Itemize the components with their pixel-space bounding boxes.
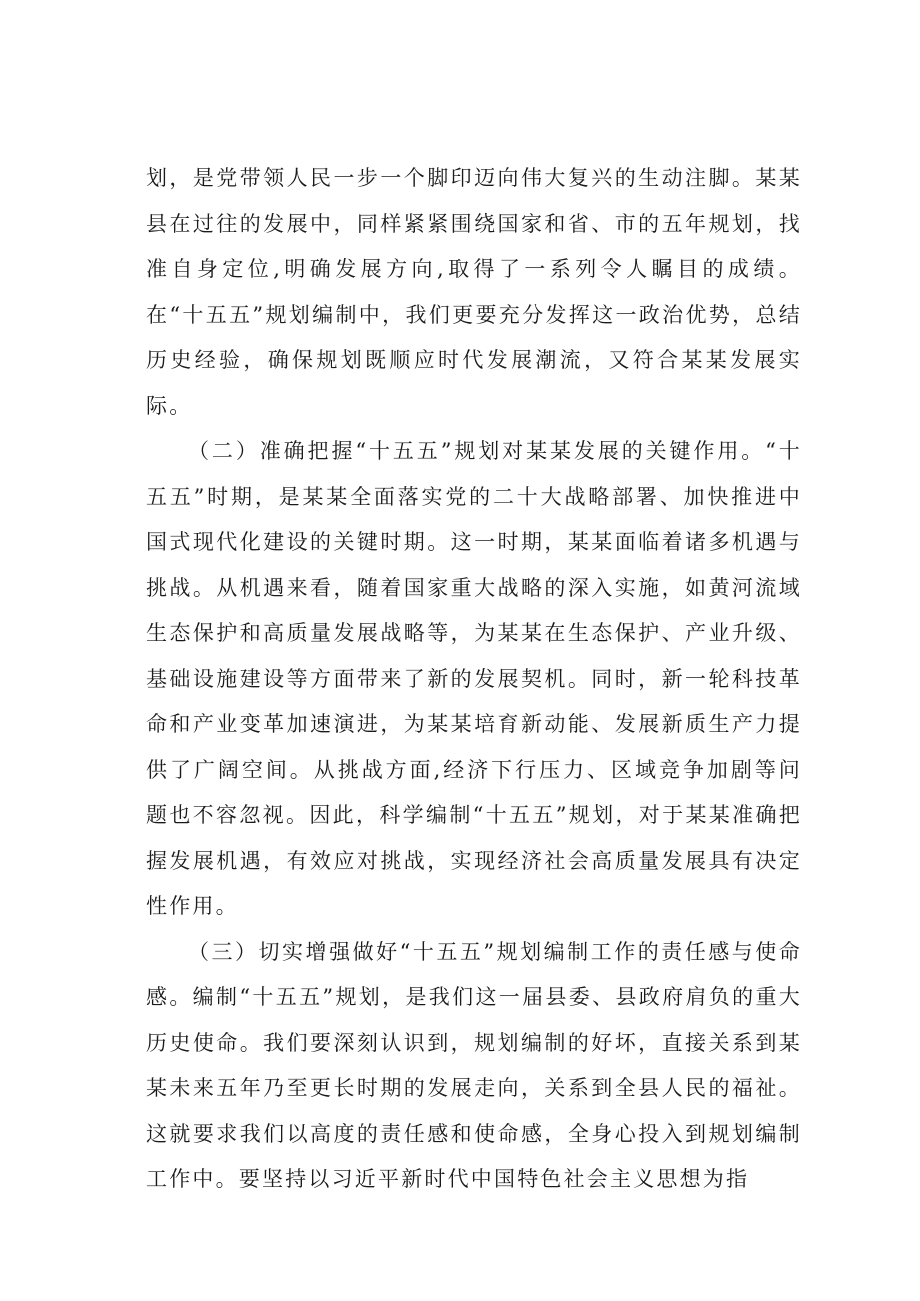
paragraph-continuation: 划，是党带领人民一步一个脚印迈向伟大复兴的生动注脚。某某县在过往的发展中，同样紧紧围绕国家和省、市的五年规划，找准自身定位,明确发展方向,取得了一系列令人瞩目的成绩。在“十五五”规划编制中，我们更要充分发挥这一政治优势，总结历史经验，确保规划既顺应时代发展潮流，又符合某某发展实际。 bbox=[146, 166, 802, 418]
document-body bbox=[146, 156, 802, 1203]
paragraph-section-two: （二）准确把握“十五五”规划对某某发展的关键作用。“十五五”时期，是某某全面落实党的二十大战略部署、加快推进中国式现代化建设的关键时期。这一时期，某某面临着诸多机遇与挑战。从机遇来看，随着国家重大战略的深入实施，如黄河流域生态保护和高质量发展战略等，为某某在生态保护、产业升级、基础设施建设等方面带来了新的发展契机。同时，新一轮科技革命和产业变革加速演进，为某某培育新动能、发展新质生产力提供了广阔空间。从挑战方面,经济下行压力、区域竞争加剧等问题也不容忽视。因此，科学编制“十五五”规划，对于某某准确把握发展机遇，有效应对挑战，实现经济社会高质量发展具有决定性作用。 bbox=[146, 439, 802, 918]
paragraph-section-three: （三）切实增强做好“十五五”规划编制工作的责任感与使命感。编制“十五五”规划，是我们这一届县委、县政府肩负的重大历史使命。我们要深刻认识到，规划编制的好坏，直接关系到某某未来五年乃至更长时期的发展走向，关系到全县人民的福祉。这就要求我们以高度的责任感和使命感，全身心投入到规划编制工作中。要坚持以习近平新时代中国特色社会主义思想为指 bbox=[146, 939, 802, 1191]
